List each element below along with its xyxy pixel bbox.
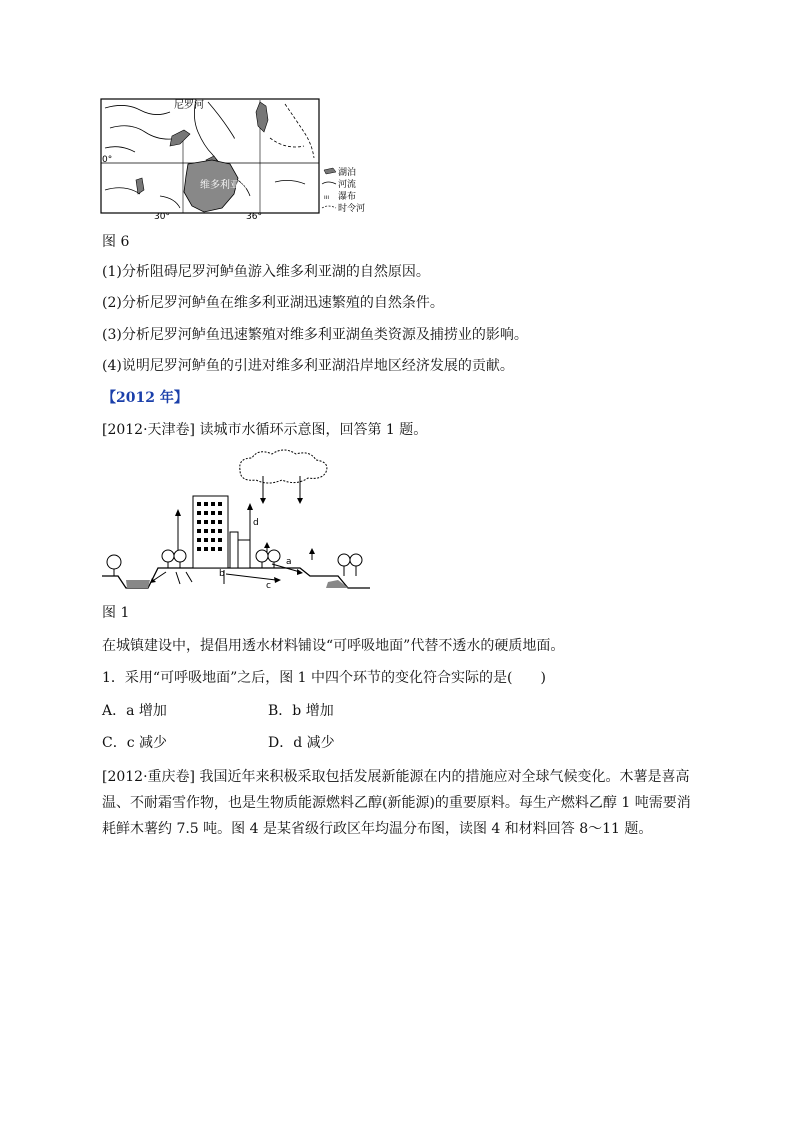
legend-seasonal-river: 时令河 (338, 204, 366, 214)
svg-text:ııı: ııı (324, 194, 330, 201)
question-2: (2)分析尼罗河鲈鱼在维多利亚湖迅速繁殖的自然条件。 (102, 295, 444, 311)
question-3: (3)分析尼罗河鲈鱼迅速繁殖对维多利亚湖鱼类资源及捕捞业的影响。 (102, 327, 528, 343)
map-label-nile: 尼罗河 (174, 100, 204, 111)
context-text: 在城镇建设中，提倡用透水材料铺设“可呼吸地面”代替不透水的硬质地面。 (102, 638, 565, 654)
option-d: D．d 减少 (268, 735, 335, 751)
option-c: C．c 减少 (102, 735, 168, 751)
legend-river: 河流 (338, 180, 357, 190)
map-figure (100, 98, 366, 222)
legend-waterfall: 瀑布 (338, 192, 357, 202)
legend-lake: 湖泊 (338, 168, 357, 178)
question-4: (4)说明尼罗河鲈鱼的引进对维多利亚湖沿岸地区经济发展的贡献。 (102, 358, 514, 374)
label-d: d (253, 518, 259, 528)
map-label-lake: 维多利亚湖 (200, 180, 250, 191)
chongqing-paragraph: [2012·重庆卷] 我国近年来积极采取包括发展新能源在内的措施应对全球气候变化。木薯是喜高温、不耐霜雪作物，也是生物质能源燃料乙醇(新能源)的重要原料。每生产燃料乙醇 1 吨需要消耗鲜木薯约 7.5 吨。图 4 是某省级行政区年均温分布图，读图 4 和材料回答 8～11 题。 (102, 769, 691, 837)
fig1-caption: 图 1 (102, 605, 130, 621)
option-b: B．b 增加 (268, 703, 334, 719)
fig6-caption: 图 6 (102, 234, 130, 250)
year-heading: 【2012 年】 (102, 390, 188, 406)
map-label-lon30: 30° (154, 212, 170, 222)
label-a: a (286, 557, 292, 567)
question-1: (1)分析阻碍尼罗河鲈鱼游入维多利亚湖的自然原因。 (102, 264, 430, 280)
label-b: b (219, 569, 225, 579)
water-cycle-figure (100, 448, 375, 593)
map-label-lat: 0° (102, 155, 113, 165)
label-c: c (266, 581, 271, 591)
map-label-lon36: 36° (246, 212, 262, 222)
tianjin-intro: [2012·天津卷] 读城市水循环示意图，回答第 1 题。 (102, 422, 428, 438)
question-stem: 1．采用“可呼吸地面”之后，图 1 中四个环节的变化符合实际的是( ) (102, 670, 546, 686)
option-a: A．a 增加 (102, 703, 167, 719)
